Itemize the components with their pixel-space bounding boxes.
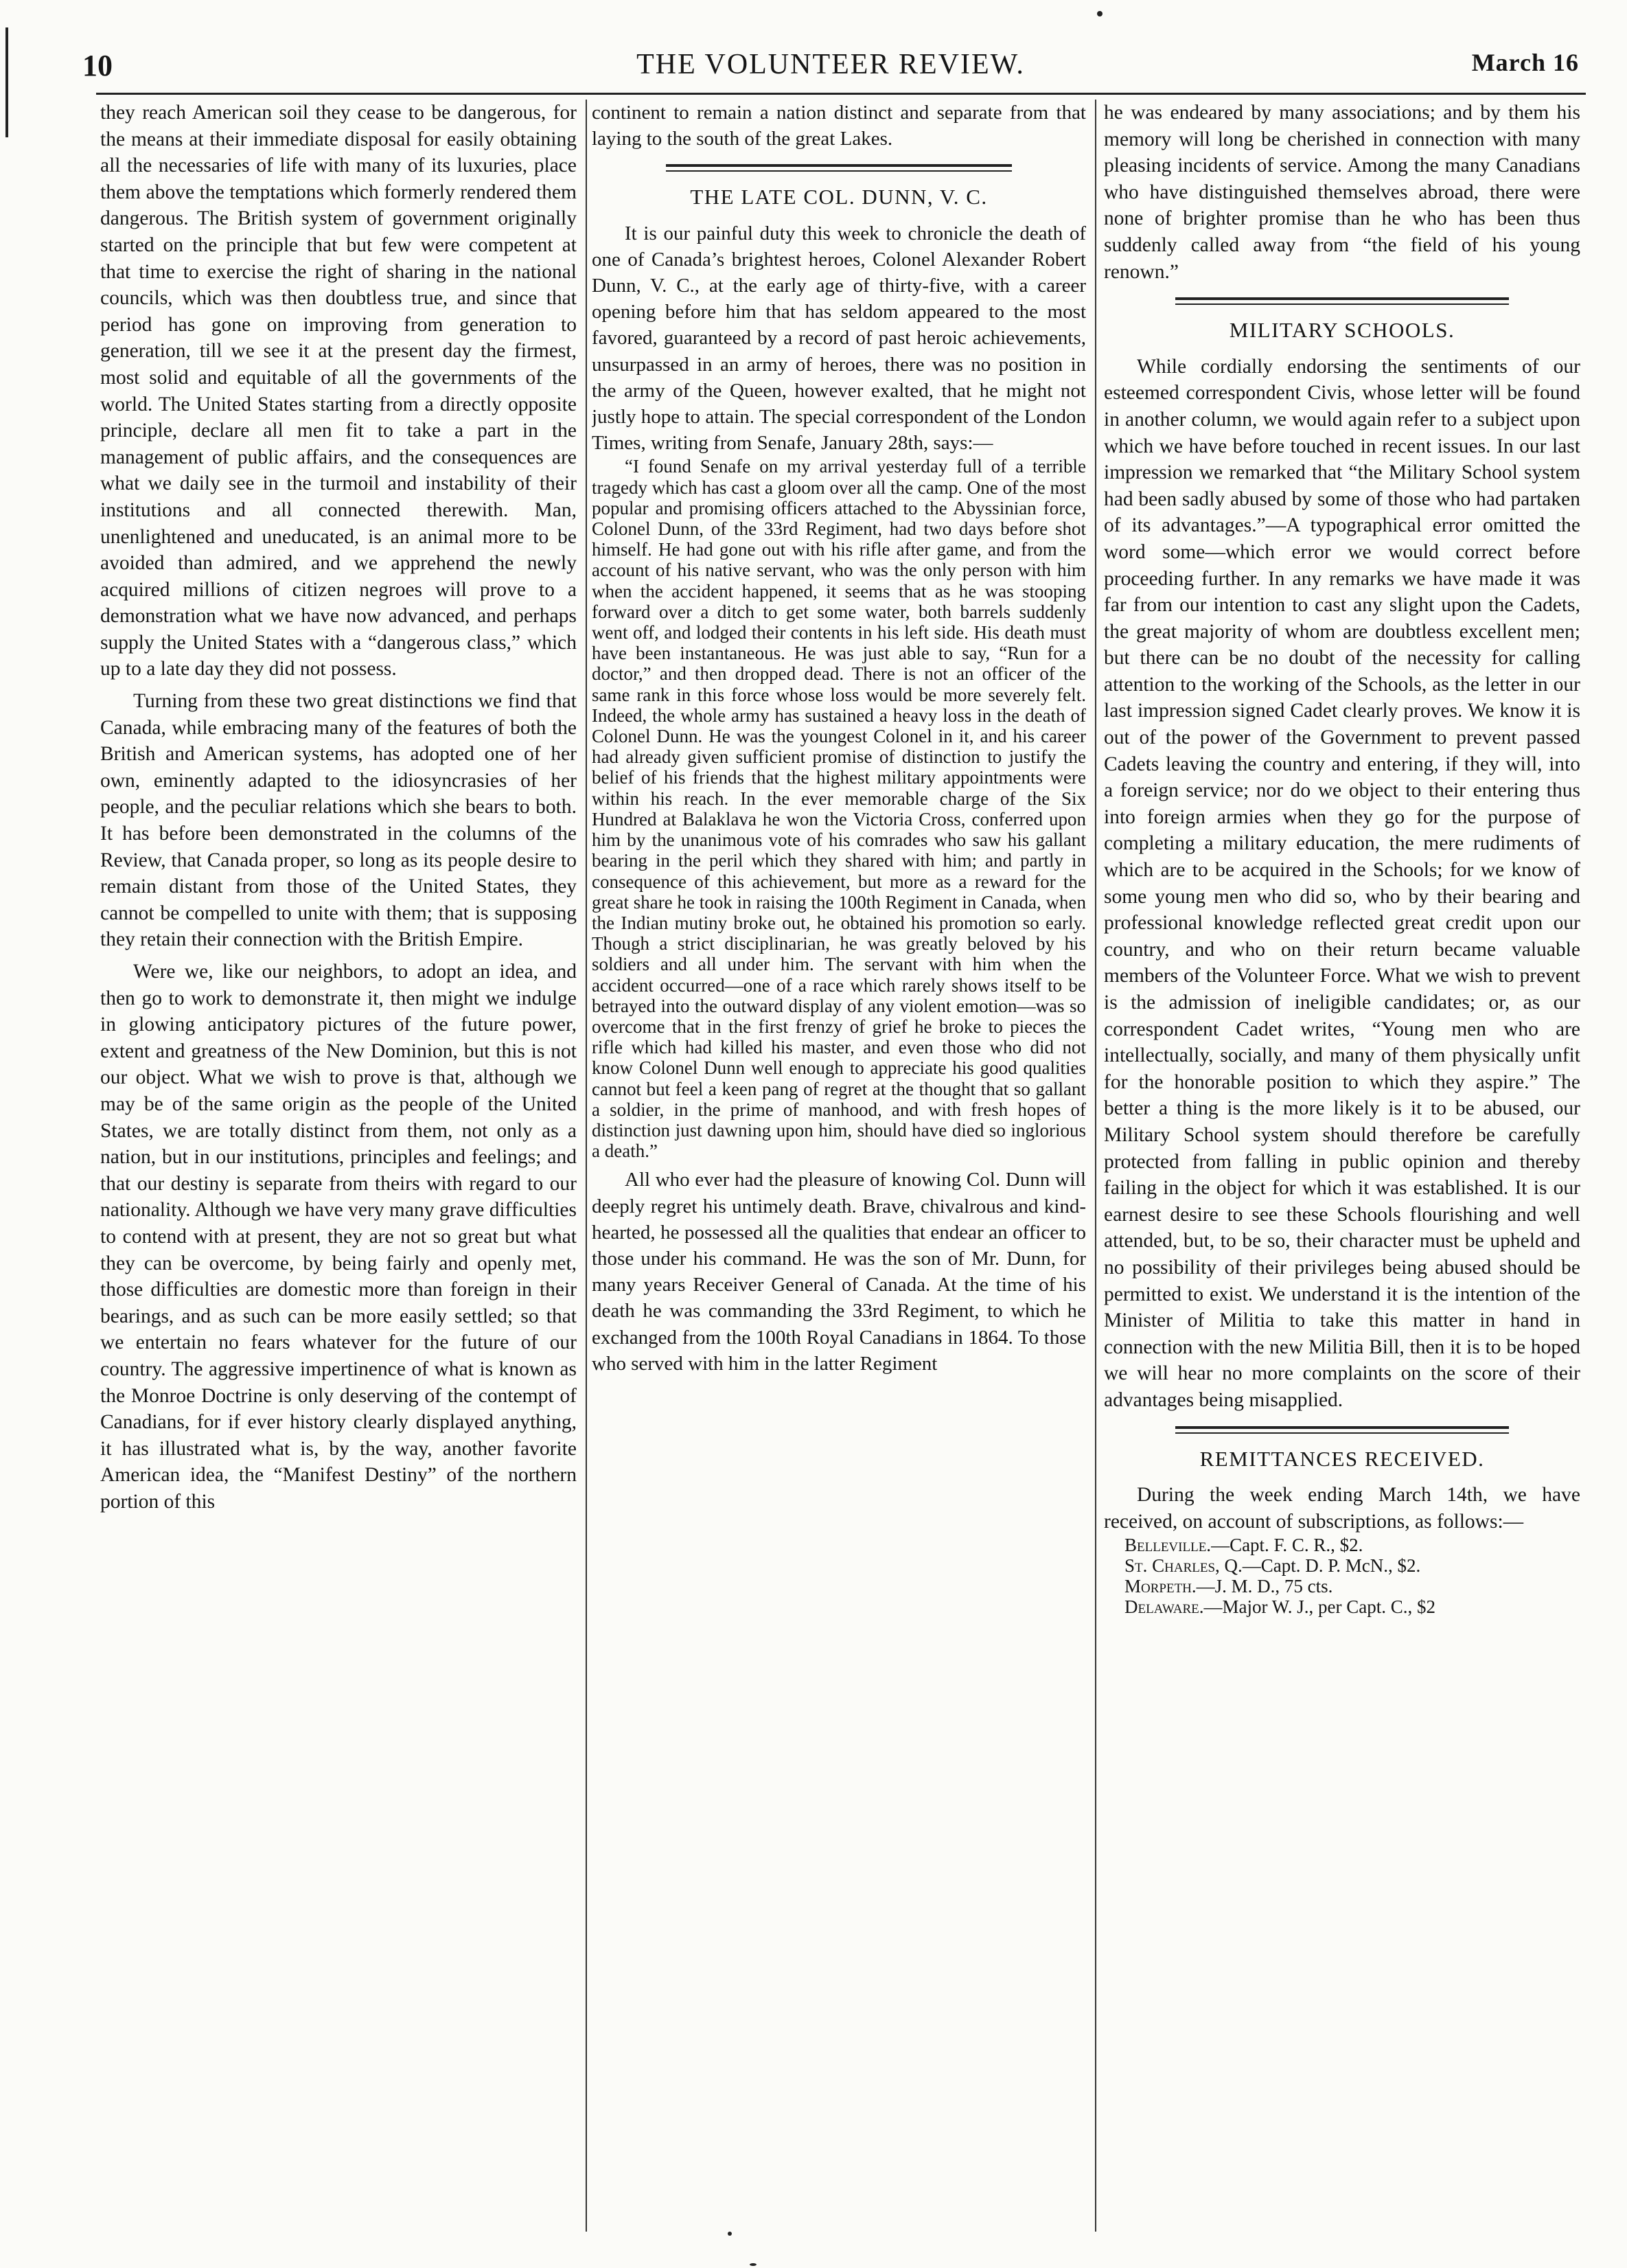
page-number: 10 (82, 49, 113, 82)
section-divider (1175, 297, 1509, 305)
article-heading-remittances: REMITTANCES RECEIVED. (1199, 1446, 1485, 1471)
column1-paragraph: Turning from these two great distinctions we find that Canada, while embracing many of the features of both the British and American systems, has adopted one of her own, eminently adapted to the idiosyncrasies of her people, and the peculiar relations which she bears to both. It has before been demonstrated in the columns of the Review, that Canada proper, so long as its people desire to remain distant from those of the United States, they cannot be compelled to unite with them; that is supposing they retain their connection with the British Empire. (100, 690, 577, 951)
column1-paragraph: Were we, like our neighbors, to adopt an idea, and then go to work to demonstrate it, then might we indulge in glowing anticipatory pictures of the future power, extent and greatness of the New Dominion, but this is not our object. What we wish to prove is that, although we may be of the same origin as the people of the United States, we are totally distinct from them, not only as a nation, but in our institutions, principles and feelings; and that our destiny is separate from theirs with regard to our nationality. Although we have very many grave difficulties to contend with at present, they are not so great but what they can be overcome, by being fairly and openly met, those difficulties are domestic more than foreign in their bearings, and as such can be more easily settled; so that we entertain no fears whatever for the future of our country. The aggressive impertinence of what is known as the Monroe Doctrine is only deserving of the contempt of Canadians, for if ever history clearly displayed anything, it has illustrated what is, by the way, another favorite American idea, the “Manifest Destiny” of the northern portion of this (100, 961, 577, 1513)
column2-intro: continent to remain a nation distinct and separate from that laying to the south of the great Lakes. (592, 102, 1086, 150)
section-divider (1175, 1426, 1509, 1434)
header-rule (96, 93, 1586, 95)
quoted-report (592, 456, 1086, 1161)
article-paragraph: It is our painful duty this week to chronicle the death of one of Canada’s brightest heroes, Colonel Alexander Robert Dunn, V. C., at the early age of thirty-five, with a career opening before him that has seldom appeared to the most favored, guaranteed by a record of past heroic achievements, unsurpassed in an army of heroes, there was no position in the army of the Queen, however exalted, that he might not justly hope to attain. The special correspondent of the London Times, writing from Senafe, January 28th, says:— (592, 222, 1086, 455)
remittance-detail: —Capt. F. C. R., $2. (1211, 1535, 1363, 1556)
remittance-entry (1104, 1535, 1580, 1555)
column3-intro: he was endeared by many associations; and by them his memory will long be cherished in connection with many pleasing incidents of service. Among the many Canadians who have distinguished themselves abroad, there were none of brighter promise than he who has been thus suddenly called away from “the field of his young renown.” (1104, 102, 1580, 283)
column-2 (592, 100, 1086, 2228)
remittance-entry (1104, 1596, 1580, 1617)
remittance-entry (1104, 1555, 1580, 1576)
remittance-place: St. Charles, Q. (1124, 1555, 1243, 1577)
remittances-intro: During the week ending March 14th, we have received, on account of subscriptions, as follows:— (1104, 1484, 1580, 1533)
column-divider-1 (586, 100, 587, 2232)
remittance-place: Belleville. (1124, 1535, 1212, 1556)
binding-edge-mark (5, 27, 8, 137)
article-heading-dunn: THE LATE COL. DUNN, V. C. (690, 185, 988, 209)
print-speck (750, 2263, 757, 2266)
column-3 (1104, 100, 1580, 2228)
section-divider (666, 164, 1012, 172)
column-divider-2 (1095, 100, 1096, 2232)
remittance-place: Delaware. (1124, 1596, 1204, 1618)
quote-paragraph: “I found Senafe on my arrival yesterday full of a terrible tragedy which has cast a gloom over all the camp. One of the most popular and promising officers attached to the Abyssinian force, Colonel Dunn, of the 33rd Regiment, had two days before shot himself. He had gone out with his rifle after game, and from the account of his native servant, who was the only person with him when the accident happened, it seems that as he was stooping forward over a ditch to get some water, both barrels suddenly went off, and lodged their contents in his left side. His death must have been instantaneous. He was just able to say, “Run for a doctor,” and then dropped dead. There is not an officer of the same rank in this force whose loss would be more severely felt. Indeed, the whole army has sustained a heavy loss in the death of Colonel Dunn. He was the youngest Colonel in it, and his career had already given sufficient promise of distinction to justify the belief of his friends that the highest military appointments were within his reach. In the ever memorable charge of the Six Hundred at Balaklava he won the Victoria Cross, conferred upon him by the unanimous vote of his comrades who saw his gallant bearing in the peril which they shared with him; and partly in consequence of this achievement, but more as a reward for the great share he took in raising the 100th Regiment in Canada, when the Indian mutiny broke out, he obtained his promotion so early. Though a strict disciplinarian, he was greatly beloved by his soldiers and all under him. The servant with him when the accident occurred—one of a race which rarely shows itself to be betrayed into the outward display of any violent emotion—was so overcome that in the first frenzy of grief he broke to pieces the rifle which had killed his master, and even those who did not know Colonel Dunn well enough to appreciate his good qualities cannot but feel a keen pang of regret at the thought that so gallant a soldier, in the prime of manhood, and with fresh hopes of distinction just dawning upon him, should have died so inglorious a death.” (592, 456, 1086, 1162)
article-heading-military-schools: MILITARY SCHOOLS. (1229, 318, 1455, 343)
publication-title: THE VOLUNTEER REVIEW. (636, 49, 1025, 80)
page-header (82, 48, 1579, 82)
remittance-detail: —Major W. J., per Capt. C., $2 (1203, 1596, 1435, 1618)
column1-paragraph: they reach American soil they cease to be dangerous, for the means at their immediate disposal for easily obtaining all the necessaries of life with many of its luxuries, place them above the temptations which formerly rendered them dangerous. The British system of government originally started on the principle that but few were competent at that time to exercise the right of sharing in the national councils, which was then doubtless true, and since that period has gone on improving from generation to generation, till we see it at the present day the firmest, most solid and equitable of all the governments of the world. The United States starting from a directly opposite principle, declare all men fit to take a part in the management of public affairs, and the consequences are what we daily see in the turmoil and instability of their institutions and all connected therewith. Man, unenlightened and uneducated, is an animal more to be avoided than admired, and we apprehend the newly acquired millions of citizen negroes will prove to a demonstration what we have now advanced, and perhaps supply the United States with a “dangerous class,” which up to a late day they did not possess. (100, 102, 577, 680)
article-paragraph: While cordially endorsing the sentiments of our esteemed correspondent Civis, whose letter will be found in another column, we would again refer to a subject upon which we have before touched in recent issues. In our last impression we remarked that “the Military School system had been sadly abused by some of those who had partaken of its advantages.”—A typographical error omitted the word some—which error we would correct before proceeding further. In any remarks we have made it was far from our intention to cast any slight upon the Cadets, the great majority of whom are doubtless excellent men; but there can be no doubt of the necessity for calling attention to the working of the Schools, as the letter in our last impression signed Cadet clearly proves. We know it is out of the power of the Government to prevent passed Cadets leaving the country and entering, if they will, into a foreign service; nor do we object to their entering thus into foreign armies when they go for the purpose of completing a military education, the mere rudiments of which are to be acquired in the Schools; for we know of some young men who did so, who by their bearing and professional knowledge reflected great credit upon our country, and who on their return became valuable members of the Volunteer Force. What we wish to prevent is the admission of ineligible candidates; or, as our correspondent Cadet writes, “Young men who are intellectually, socially, and many of them physically unfit for the honorable position to which they aspire.” The better a thing is the more likely is it to be abused, our Military School system should therefore be carefully protected from falling in public opinion and thereby failing in the object for which it was established. It is our earnest desire to see these Schools flourishing and well attended, but, to be so, their character must be upheld and no possibility of their privileges being abused should be permitted to exist. We understand it is the intention of the Minister of Militia to take this matter in hand in connection with the new Militia Bill, then it is to be hoped we will hear no more complaints on the score of their advantages being misapplied. (1104, 355, 1580, 1411)
article-paragraph: All who ever had the pleasure of knowing Col. Dunn will deeply regret his untimely death. Brave, chivalrous and kind-hearted, he possessed all the qualities that endear an officer to those under his command. He was the son of Mr. Dunn, for many years Receiver General of Canada. At the time of his death he was commanding the 33rd Regiment, to which he exchanged from the 100th Royal Canadians in 1864. To those who served with him in the latter Regiment (592, 1169, 1086, 1375)
print-speck (1097, 11, 1103, 16)
remittance-place: Morpeth. (1124, 1576, 1197, 1597)
issue-date: March 16 (1471, 49, 1579, 76)
column-1 (100, 100, 577, 2228)
remittance-entry (1104, 1576, 1580, 1596)
remittance-detail: —Capt. D. P. McN., $2. (1242, 1555, 1421, 1577)
print-speck (728, 2232, 732, 2236)
remittances-list (1104, 1535, 1580, 1617)
remittance-detail: —J. M. D., 75 cts. (1196, 1576, 1333, 1597)
